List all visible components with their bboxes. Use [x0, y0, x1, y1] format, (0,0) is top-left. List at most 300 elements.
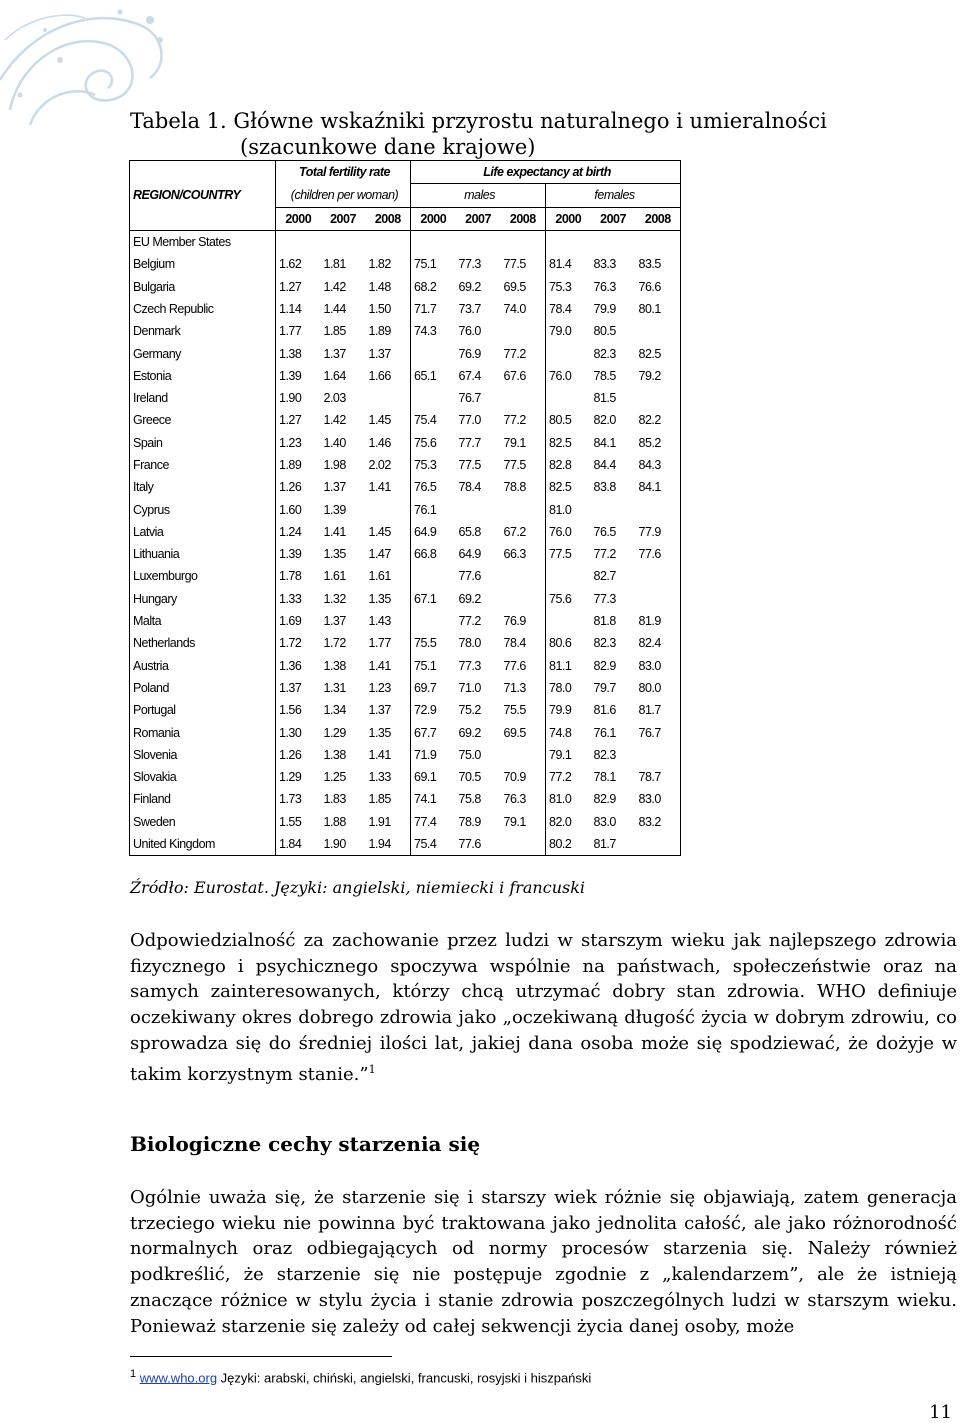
value-cell: 1.72	[276, 632, 321, 654]
value-cell: 82.7	[593, 569, 616, 584]
value-cell: 67.1	[411, 588, 456, 610]
value-cell: 79.7	[593, 680, 616, 695]
country-cell: Belgium	[133, 257, 175, 272]
value-cell: 1.81	[323, 257, 346, 272]
value-cell	[411, 565, 456, 587]
children-per-woman-header: (children per woman)	[276, 184, 411, 207]
value-cell: 76.5	[411, 476, 456, 498]
table-row	[130, 699, 681, 721]
value-cell: 77.5	[503, 458, 526, 472]
value-cell: 81.4	[546, 253, 591, 275]
value-cell: 83.0	[638, 658, 661, 673]
value-cell: 78.0	[546, 677, 591, 699]
value-cell: 82.2	[638, 413, 661, 428]
value-cell: 77.5	[458, 458, 481, 472]
value-cell: 69.2	[458, 279, 481, 294]
value-cell: 77.2	[503, 413, 526, 428]
value-cell	[366, 387, 411, 409]
table-row	[130, 498, 681, 520]
value-cell: 76.0	[458, 324, 481, 339]
value-cell: 73.7	[458, 301, 481, 316]
value-cell: 76.9	[503, 614, 526, 629]
value-cell: 1.89	[368, 324, 391, 339]
value-cell: 82.0	[593, 413, 616, 428]
value-cell: 78.4	[458, 480, 481, 495]
value-cell	[546, 387, 591, 409]
value-cell: 76.0	[546, 365, 591, 387]
value-cell: 81.8	[593, 614, 616, 629]
value-cell: 1.37	[323, 614, 346, 629]
table-row	[130, 298, 681, 320]
value-cell: 1.32	[323, 591, 346, 606]
years-row	[130, 207, 681, 230]
country-cell: United Kingdom	[133, 837, 215, 852]
value-cell: 82.5	[638, 346, 661, 361]
region-header: REGION/COUNTRY	[133, 188, 241, 203]
value-cell: 1.34	[323, 703, 346, 718]
indicators-table	[129, 160, 681, 856]
value-cell: 83.3	[593, 257, 616, 272]
value-cell: 1.89	[276, 454, 321, 476]
value-cell: 1.41	[368, 747, 391, 762]
country-cell: Netherlands	[133, 636, 195, 651]
value-cell	[411, 387, 456, 409]
value-cell: 65.8	[458, 524, 481, 539]
value-cell: 82.0	[546, 811, 591, 833]
table-source: Źródło: Eurostat. Języki: angielski, niemiecki i francuski	[130, 878, 586, 897]
value-cell: 78.8	[503, 480, 526, 495]
paragraph-1	[130, 928, 957, 1087]
table-row	[130, 655, 681, 677]
value-cell: 78.9	[458, 814, 481, 829]
value-cell: 77.2	[503, 346, 526, 361]
country-cell: Finland	[133, 792, 171, 807]
year-cell: 2000	[276, 207, 321, 230]
country-cell: Slovakia	[133, 770, 177, 785]
value-cell: 1.82	[368, 257, 391, 272]
value-cell: 1.42	[323, 279, 346, 294]
country-cell: Greece	[133, 413, 171, 428]
value-cell: 78.4	[546, 298, 591, 320]
value-cell: 65.1	[411, 365, 456, 387]
value-cell	[636, 744, 681, 766]
value-cell	[501, 498, 546, 520]
table-row	[130, 588, 681, 610]
value-cell: 77.6	[503, 658, 526, 673]
value-cell: 1.33	[368, 770, 391, 785]
page-number: 11	[929, 1402, 952, 1423]
value-cell: 78.5	[593, 368, 616, 383]
country-cell: Ireland	[133, 391, 168, 406]
value-cell: 74.3	[411, 320, 456, 342]
value-cell: 77.6	[458, 569, 481, 584]
value-cell	[546, 565, 591, 587]
country-cell: Denmark	[133, 324, 181, 339]
value-cell: 77.3	[593, 591, 616, 606]
value-cell: 80.0	[638, 680, 661, 695]
value-cell: 84.3	[638, 458, 661, 472]
value-cell: 70.5	[458, 770, 481, 785]
value-cell	[501, 588, 546, 610]
value-cell: 1.60	[276, 498, 321, 520]
value-cell: 1.47	[368, 547, 391, 562]
table-row	[130, 543, 681, 565]
value-cell: 67.4	[458, 368, 481, 383]
value-cell: 77.5	[503, 257, 526, 272]
table-row	[130, 677, 681, 699]
value-cell: 82.4	[638, 636, 661, 651]
value-cell	[501, 565, 546, 587]
table-row	[130, 387, 681, 409]
value-cell: 80.5	[546, 409, 591, 431]
value-cell: 1.45	[368, 413, 391, 428]
table-row	[130, 610, 681, 632]
group-label: EU Member States	[133, 235, 231, 250]
value-cell: 1.90	[276, 387, 321, 409]
value-cell: 76.5	[593, 524, 616, 539]
value-cell: 75.5	[503, 703, 526, 718]
value-cell	[546, 610, 591, 632]
value-cell	[636, 498, 681, 520]
value-cell: 1.26	[276, 476, 321, 498]
value-cell: 1.73	[276, 788, 321, 810]
value-cell: 78.4	[503, 636, 526, 651]
value-cell: 83.8	[593, 480, 616, 495]
value-cell: 1.35	[323, 547, 346, 562]
value-cell	[456, 498, 501, 520]
value-cell: 75.0	[458, 747, 481, 762]
footnote	[130, 1368, 591, 1385]
value-cell: 1.14	[276, 298, 321, 320]
value-cell: 1.38	[323, 747, 346, 762]
country-cell: Lithuania	[133, 547, 180, 562]
value-cell: 1.39	[276, 543, 321, 565]
footnote-number: 1	[130, 1368, 137, 1380]
year-cell: 2000	[411, 207, 456, 230]
value-cell: 1.37	[323, 480, 346, 495]
value-cell	[366, 498, 411, 520]
value-cell: 83.0	[593, 814, 616, 829]
caption-line-1: Tabela 1. Główne wskaźniki przyrostu naturalnego i umieralności	[130, 109, 827, 133]
value-cell: 84.4	[593, 458, 616, 472]
footnote-text: Języki: arabski, chiński, angielski, francuski, rosyjski i hiszpański	[217, 1370, 592, 1386]
value-cell: 79.2	[638, 368, 661, 383]
table-row	[130, 275, 681, 297]
value-cell: 81.0	[546, 498, 591, 520]
value-cell: 85.2	[638, 435, 661, 450]
value-cell: 79.1	[503, 814, 526, 829]
value-cell: 75.1	[411, 253, 456, 275]
value-cell: 1.29	[276, 766, 321, 788]
value-cell: 77.3	[458, 658, 481, 673]
value-cell: 83.5	[638, 257, 661, 272]
value-cell: 76.7	[458, 391, 481, 406]
value-cell: 79.9	[593, 301, 616, 316]
value-cell: 1.94	[368, 837, 391, 852]
value-cell: 75.2	[458, 703, 481, 718]
males-header: males	[411, 184, 546, 207]
value-cell: 1.48	[368, 279, 391, 294]
value-cell: 1.85	[368, 792, 391, 807]
value-cell: 82.3	[593, 747, 616, 762]
value-cell: 1.23	[368, 680, 391, 695]
value-cell: 75.3	[411, 454, 456, 476]
value-cell: 1.88	[323, 814, 346, 829]
table-row	[130, 409, 681, 431]
value-cell: 76.9	[458, 346, 481, 361]
value-cell: 71.9	[411, 744, 456, 766]
value-cell: 1.41	[323, 524, 346, 539]
value-cell: 67.7	[411, 721, 456, 743]
value-cell	[636, 320, 681, 342]
value-cell: 71.0	[458, 680, 481, 695]
value-cell: 81.7	[593, 837, 616, 852]
year-cell: 2007	[330, 211, 356, 226]
country-cell: Cyprus	[133, 502, 170, 517]
value-cell: 82.5	[546, 432, 591, 454]
value-cell: 1.26	[276, 744, 321, 766]
value-cell: 80.6	[546, 632, 591, 654]
value-cell: 1.37	[323, 346, 346, 361]
value-cell: 77.9	[638, 524, 661, 539]
value-cell: 82.3	[593, 346, 616, 361]
value-cell: 1.98	[323, 458, 346, 472]
value-cell: 79.1	[546, 744, 591, 766]
value-cell: 82.5	[546, 476, 591, 498]
value-cell: 77.2	[593, 547, 616, 562]
value-cell: 81.7	[638, 703, 661, 718]
value-cell: 75.4	[411, 409, 456, 431]
value-cell	[501, 744, 546, 766]
table-row	[130, 833, 681, 856]
country-cell: Spain	[133, 435, 163, 450]
value-cell: 1.43	[368, 614, 391, 629]
footnote-divider	[130, 1356, 392, 1357]
value-cell	[501, 833, 546, 856]
value-cell: 78.7	[638, 770, 661, 785]
value-cell: 84.1	[593, 435, 616, 450]
country-cell: Austria	[133, 658, 169, 673]
value-cell: 1.69	[276, 610, 321, 632]
country-cell: Germany	[133, 346, 181, 361]
table-row	[130, 521, 681, 543]
value-cell: 79.9	[546, 699, 591, 721]
value-cell: 70.9	[503, 770, 526, 785]
value-cell: 77.2	[458, 614, 481, 629]
table-caption	[130, 108, 827, 160]
value-cell: 69.5	[503, 725, 526, 740]
value-cell: 1.39	[276, 365, 321, 387]
value-cell	[591, 498, 636, 520]
value-cell: 64.9	[411, 521, 456, 543]
table-row	[130, 454, 681, 476]
country-cell: Malta	[133, 614, 162, 629]
value-cell: 1.35	[368, 591, 391, 606]
country-cell: Czech Republic	[133, 301, 214, 316]
table-row	[130, 766, 681, 788]
value-cell: 1.83	[323, 792, 346, 807]
country-cell: Romania	[133, 725, 180, 740]
value-cell: 77.6	[458, 837, 481, 852]
value-cell: 1.41	[368, 480, 391, 495]
value-cell: 78.1	[593, 770, 616, 785]
value-cell: 81.6	[593, 703, 616, 718]
value-cell: 75.6	[546, 588, 591, 610]
value-cell: 1.41	[368, 658, 391, 673]
value-cell: 67.2	[503, 524, 526, 539]
value-cell: 69.1	[411, 766, 456, 788]
value-cell: 82.3	[593, 636, 616, 651]
value-cell: 1.31	[323, 680, 346, 695]
value-cell: 77.3	[458, 257, 481, 272]
value-cell: 1.42	[323, 413, 346, 428]
paragraph-1-text: Odpowiedzialność za zachowanie przez ludzi w starszym wieku jak najlepszego zdrowia fizycznego i psychicznego spoczywa wspólnie na państwach, społeczeństwie oraz na samych zainteresowanych, którzy chcą utrzymać dobry stan zdrowia. WHO definiuje oczekiwany okres dobrego zdrowia jako „oczekiwaną długość życia w dobrym zdrowiu, co sprowadza się do średniej ilości lat, jakiej dana osoba może się spodziewać, że dożyje w takim korzystnym stanie.”	[130, 930, 957, 1085]
table-row	[130, 253, 681, 275]
table-row	[130, 744, 681, 766]
value-cell: 1.56	[276, 699, 321, 721]
value-cell: 83.0	[638, 792, 661, 807]
value-cell: 81.1	[546, 655, 591, 677]
value-cell: 1.50	[368, 301, 391, 316]
country-cell: Luxemburgo	[133, 569, 198, 584]
value-cell: 1.46	[368, 435, 391, 450]
value-cell: 1.37	[368, 703, 391, 718]
value-cell: 75.8	[458, 792, 481, 807]
country-cell: Latvia	[133, 524, 164, 539]
value-cell: 76.3	[503, 792, 526, 807]
country-cell: Slovenia	[133, 747, 177, 762]
value-cell: 1.61	[323, 569, 346, 584]
value-cell: 74.0	[503, 301, 526, 316]
value-cell: 1.24	[276, 521, 321, 543]
value-cell: 76.0	[546, 521, 591, 543]
value-cell: 75.5	[411, 632, 456, 654]
value-cell: 71.3	[503, 680, 526, 695]
value-cell: 69.7	[411, 677, 456, 699]
value-cell: 83.2	[638, 814, 661, 829]
value-cell: 75.4	[411, 833, 456, 856]
value-cell: 1.44	[323, 301, 346, 316]
value-cell: 82.8	[546, 454, 591, 476]
value-cell: 76.3	[593, 279, 616, 294]
value-cell	[501, 320, 546, 342]
value-cell: 75.3	[546, 275, 591, 297]
value-cell: 77.4	[411, 811, 456, 833]
tfr-header: Total fertility rate	[276, 161, 411, 184]
country-cell: Sweden	[133, 814, 176, 829]
value-cell: 78.0	[458, 636, 481, 651]
value-cell: 1.37	[368, 346, 391, 361]
value-cell: 69.2	[458, 591, 481, 606]
value-cell: 1.39	[323, 502, 346, 517]
value-cell: 64.9	[458, 547, 481, 562]
value-cell: 1.37	[276, 677, 321, 699]
value-cell: 1.85	[323, 324, 346, 339]
value-cell: 1.66	[368, 368, 391, 383]
value-cell: 1.29	[323, 725, 346, 740]
value-cell: 67.6	[503, 368, 526, 383]
year-cell: 2007	[600, 211, 626, 226]
value-cell: 81.9	[638, 614, 661, 629]
value-cell: 72.9	[411, 699, 456, 721]
value-cell: 1.30	[276, 721, 321, 743]
country-cell: France	[133, 458, 169, 472]
value-cell: 80.1	[638, 301, 661, 316]
value-cell: 66.8	[411, 543, 456, 565]
value-cell: 1.38	[276, 342, 321, 364]
value-cell: 2.03	[323, 391, 346, 406]
value-cell: 1.72	[323, 636, 346, 651]
value-cell	[636, 387, 681, 409]
country-cell: Portugal	[133, 703, 176, 718]
value-cell	[636, 588, 681, 610]
caption-line-2: (szacunkowe dane krajowe)	[240, 135, 536, 159]
value-cell: 80.5	[593, 324, 616, 339]
value-cell: 76.1	[411, 498, 456, 520]
country-cell: Bulgaria	[133, 279, 175, 294]
value-cell: 76.6	[638, 279, 661, 294]
table-row	[130, 565, 681, 587]
value-cell: 1.90	[323, 837, 346, 852]
value-cell: 2.02	[368, 458, 391, 472]
value-cell: 1.78	[276, 565, 321, 587]
life-expectancy-header: Life expectancy at birth	[411, 161, 681, 184]
value-cell: 84.1	[638, 480, 661, 495]
year-cell: 2000	[546, 207, 591, 230]
value-cell: 77.2	[546, 766, 591, 788]
value-cell: 66.3	[503, 547, 526, 562]
value-cell: 1.77	[368, 636, 391, 651]
year-cell: 2008	[644, 211, 671, 226]
value-cell: 77.6	[638, 547, 661, 562]
value-cell: 1.62	[276, 253, 321, 275]
value-cell	[411, 342, 456, 364]
value-cell: 76.7	[638, 725, 661, 740]
value-cell: 75.1	[411, 655, 456, 677]
value-cell	[411, 610, 456, 632]
value-cell: 1.64	[323, 368, 346, 383]
year-cell: 2007	[465, 211, 491, 226]
table-row	[130, 320, 681, 342]
value-cell: 80.2	[546, 833, 591, 856]
value-cell: 1.77	[276, 320, 321, 342]
value-cell: 82.9	[593, 658, 616, 673]
value-cell: 1.55	[276, 811, 321, 833]
value-cell: 1.40	[323, 435, 346, 450]
value-cell	[501, 387, 546, 409]
value-cell: 71.7	[411, 298, 456, 320]
value-cell: 1.38	[323, 658, 346, 673]
value-cell	[636, 565, 681, 587]
value-cell: 1.35	[368, 725, 391, 740]
value-cell: 79.1	[503, 435, 526, 450]
table-row	[130, 476, 681, 498]
value-cell: 1.23	[276, 432, 321, 454]
table-row	[130, 342, 681, 364]
value-cell: 1.27	[276, 275, 321, 297]
value-cell: 74.1	[411, 788, 456, 810]
table-row	[130, 721, 681, 743]
country-cell: Estonia	[133, 368, 172, 383]
value-cell: 81.5	[593, 391, 616, 406]
section-heading: Biologiczne cechy starzenia się	[130, 1132, 481, 1156]
footnote-link[interactable]: www.who.org	[139, 1370, 218, 1386]
country-cell: Hungary	[133, 591, 177, 606]
value-cell: 1.33	[276, 588, 321, 610]
value-cell: 77.5	[546, 543, 591, 565]
value-cell: 1.36	[276, 655, 321, 677]
year-cell: 2008	[374, 211, 401, 226]
